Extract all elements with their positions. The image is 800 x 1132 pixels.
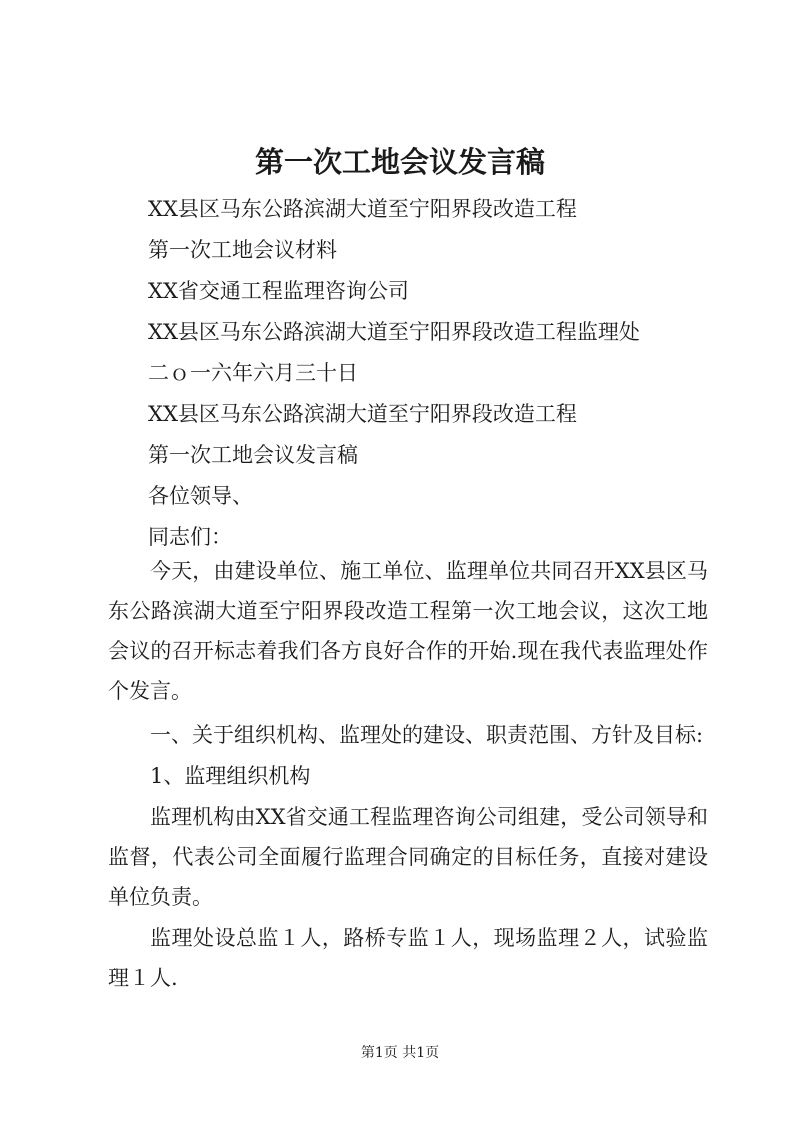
salutation-leaders: 各位领导、: [148, 484, 253, 508]
salutation-comrades: 同志们：: [148, 525, 232, 549]
supervision-office-line: XX县区马东公路滨湖大道至宁阳界段改造工程监理处: [148, 320, 640, 344]
document-title: 第一次工地会议发言稿: [254, 145, 545, 179]
opening-paragraph: 今天，由建设单位、施工单位、监理单位共同召开XX县区马东公路滨湖大道至宁阳界段改造工程第一次工地会议，这次工地会议的召开标志着我们各方良好合作的开始.现在我代表监理处作个发言。: [108, 559, 708, 703]
staffing-paragraph: 监理处设总监１人，路桥专监１人，现场监理２人，试验监理１人.: [108, 926, 708, 990]
company-name-line: XX省交通工程监理咨询公司: [148, 279, 409, 303]
date-line: 二ｏ一六年六月三十日: [148, 361, 358, 385]
material-title-line: 第一次工地会议材料: [148, 238, 337, 262]
project-name-line: XX县区马东公路滨湖大道至宁阳界段改造工程: [148, 197, 577, 221]
speech-title-line: 第一次工地会议发言稿: [148, 443, 358, 467]
project-name-line-repeat: XX县区马东公路滨湖大道至宁阳界段改造工程: [148, 402, 577, 426]
section-heading-organization: 一、关于组织机构、监理处的建设、职责范围、方针及目标:: [150, 723, 704, 747]
page-footer: 第1页 共1页: [360, 1045, 440, 1061]
structure-paragraph: 监理机构由XX省交通工程监理咨询公司组建，受公司领导和监督，代表公司全面履行监理合同确定的目标任务，直接对建设单位负责。: [108, 805, 708, 909]
subsection-heading-structure: 1、监理组织机构: [150, 764, 311, 788]
